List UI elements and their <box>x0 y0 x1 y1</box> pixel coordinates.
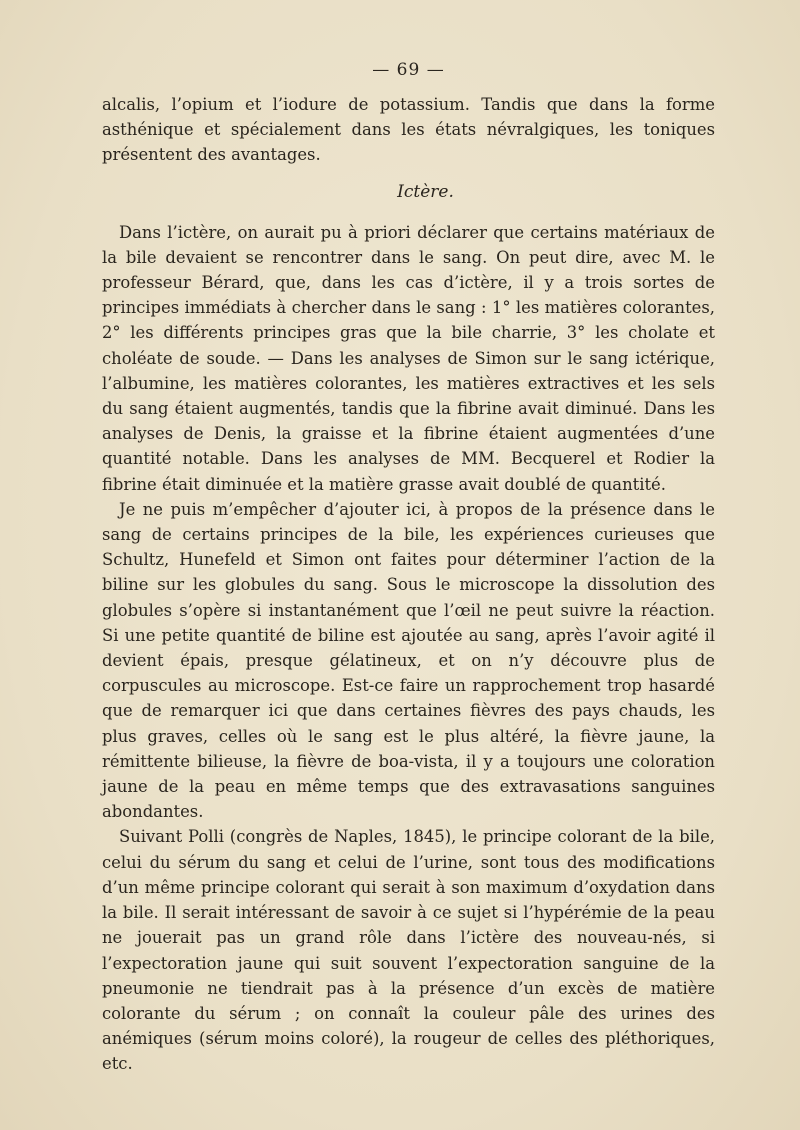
section-title: Ictère. <box>397 181 454 202</box>
book-page <box>102 58 715 1077</box>
paragraph-1: Dans l’ictère, on aurait pu à priori déclarer que certains matériaux de la bile devaient se rencontrer dans le sang. On peut dire, avec M. le professeur Bérard, que, dans les cas d’ictère, il y a trois sortes de principes immédiats à chercher dans le sang : 1° les matières colorantes, 2° les différents principes gras que la bile charrie, 3° les cholate et choléate de soude. — Dans les analyses de Simon sur le sang ictérique, l’albumine, les matières colorantes, les matières extractives et les sels du sang étaient augmentés, tandis que la fibrine avait diminué. Dans les analyses de Denis, la graisse et la fibrine étaient augmentées d’une quantité notable. Dans les analyses de MM. Becquerel et Rodier la fibrine était diminuée et la matière grasse avait doublé de quantité. <box>102 222 715 494</box>
paragraph-2: Je ne puis m’empêcher d’ajouter ici, à propos de la présence dans le sang de certains principes de la bile, les expériences curieuses que Schultz, Hunefeld et Simon ont faites pour déterminer l’action de la biline sur les globules du sang. Sous le microscope la dissolution des globules s’opère si instantanément que l’œil ne peut suivre la réaction. Si une petite quantité de biline est ajoutée au sang, après l’avoir agité il devient épais, presque gélatineux, et on n’y découvre plus de corpuscules au microscope. Est-ce faire un rapprochement trop hasardé que de remarquer ici que dans certaines fièvres des pays chauds, les plus graves, celles où le sang est le plus altéré, la fièvre jaune, la rémittente bilieuse, la fièvre de boa-vista, il y a toujours une coloration jaune de la peau en même temps que des extravasations sanguines abondantes. <box>102 499 715 822</box>
continuation-paragraph: alcalis, l’opium et l’iodure de potassium. Tandis que dans la forme asthénique et spécialement dans les états névralgiques, les toniques présentent des avantages. <box>102 95 715 165</box>
page-number: — 69 — <box>372 60 445 80</box>
paragraph-3: Suivant Polli (congrès de Naples, 1845), le principe colorant de la bile, celui du sérum du sang et celui de l’urine, sont tous des modifications d’un même principe colorant qui serait à son maximum d’oxydation dans la bile. Il serait intéressant de savoir à ce sujet si l’hypérémie de la peau ne jouerait pas un grand rôle dans l’ictère des nouveau-nés, si l’expectoration jaune qui suit souvent l’expectoration sanguine de la pneumonie ne tiendrait pas à la présence d’un excès de matière colorante du sérum ; on connaît la couleur pâle des urines des anémiques (sérum moins coloré), la rougeur de celles des pléthoriques, etc. <box>102 827 715 1074</box>
